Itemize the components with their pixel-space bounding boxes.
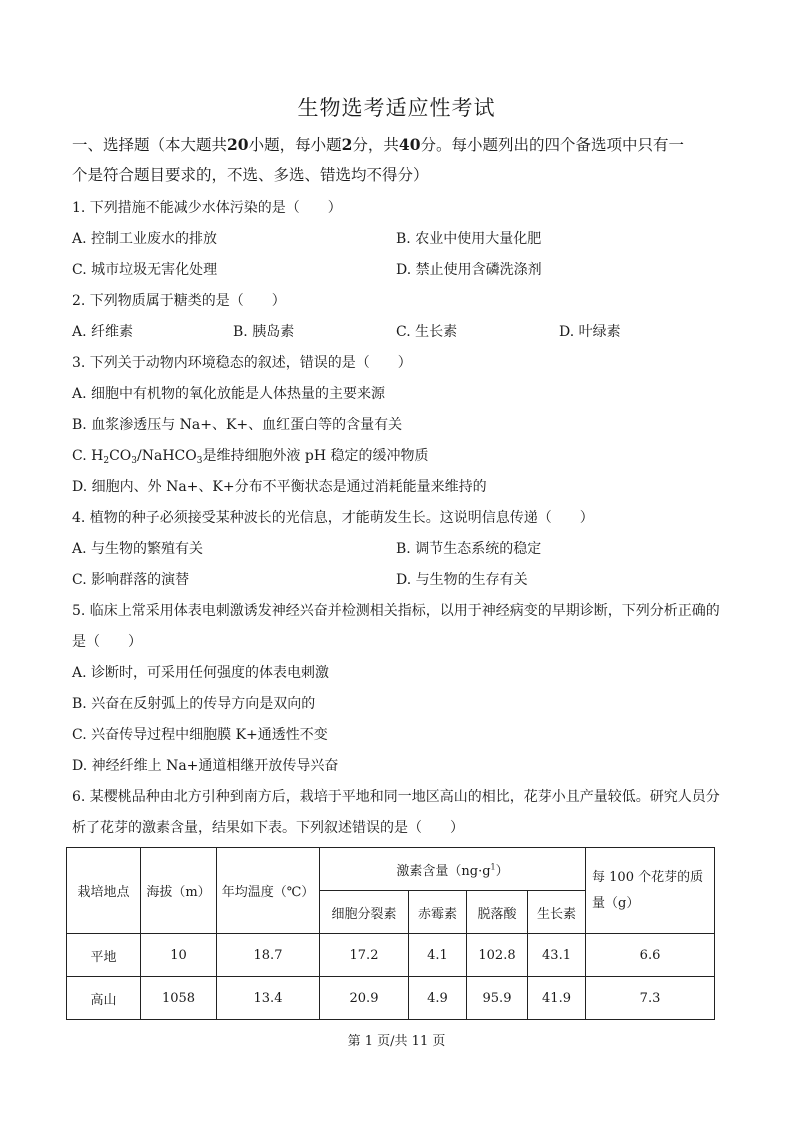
q2-option-c: C. 生长素	[396, 324, 458, 340]
q3-option-d: D. 细胞内、外 Na+、K+分布不平衡状态是通过消耗能量来维持的	[72, 479, 487, 495]
q2-option-d: D. 叶绿素	[559, 324, 621, 340]
question-6-stem-line2: 析了花芽的激素含量，结果如下表。下列叙述错误的是（ ）	[72, 820, 464, 836]
header-abscisic-acid: 脱落酸	[467, 891, 528, 934]
header-hormone-text: ）	[495, 863, 509, 879]
page-footer: 第 1 页/共 11 页	[347, 1034, 446, 1049]
header-mass-line1: 每 100 个花芽的质	[592, 869, 704, 885]
header-temperature: 年均温度（℃）	[217, 848, 320, 934]
q2-option-a: A. 纤维素	[72, 324, 134, 340]
q1-option-a: A. 控制工业废水的排放	[72, 231, 218, 247]
q3-option-c	[72, 446, 429, 471]
total-points: 40	[398, 135, 421, 154]
cell-site: 高山	[67, 977, 141, 1020]
cell-mass: 6.6	[586, 934, 715, 977]
section-text: 分。每小题列出的四个备选项中只有一	[420, 136, 685, 154]
header-hormone	[320, 848, 586, 891]
cell-gibberellin: 4.9	[409, 977, 467, 1020]
question-2-stem: 2. 下列物质属于糖类的是（ ）	[72, 293, 286, 309]
q1-option-d: D. 禁止使用含磷洗涤剂	[396, 262, 542, 278]
page-title: 生物选考适应性考试	[297, 96, 496, 120]
cell-auxin: 43.1	[528, 934, 586, 977]
section-text: 分，共	[352, 136, 399, 154]
cell-temperature: 18.7	[217, 934, 320, 977]
q4-option-c: C. 影响群落的演替	[72, 572, 190, 588]
cell-site: 平地	[67, 934, 141, 977]
q3-option-b: B. 血浆渗透压与 Na+、K+、血红蛋白等的含量有关	[72, 417, 403, 433]
q5-option-a: A. 诊断时，可采用任何强度的体表电刺激	[72, 665, 330, 681]
q2-option-b: B. 胰岛素	[233, 324, 295, 340]
hormone-table	[66, 847, 715, 1020]
q3-c-text: C. H	[72, 448, 104, 464]
q4-option-a: A. 与生物的繁殖有关	[72, 541, 204, 557]
cell-mass: 7.3	[586, 977, 715, 1020]
q4-option-d: D. 与生物的生存有关	[396, 572, 528, 588]
q3-c-text: 是维持细胞外液 pH 稳定的缓冲物质	[202, 448, 429, 464]
cell-gibberellin: 4.1	[409, 934, 467, 977]
cell-auxin: 41.9	[528, 977, 586, 1020]
table-row	[67, 977, 715, 1020]
q1-option-c: C. 城市垃圾无害化处理	[72, 262, 218, 278]
header-site: 栽培地点	[67, 848, 141, 934]
question-count: 20	[227, 135, 249, 154]
question-4-stem: 4. 植物的种子必须接受某种波长的光信息，才能萌发生长。这说明信息传递（ ）	[72, 510, 594, 526]
header-altitude: 海拔（m）	[141, 848, 217, 934]
cell-cytokinin: 20.9	[320, 977, 409, 1020]
question-5-stem-line1: 5. 临床上常采用体表电刺激诱发神经兴奋并检测相关指标，以用于神经病变的早期诊断，下列分析正确的	[72, 603, 720, 619]
header-mass	[586, 848, 715, 934]
q5-option-c: C. 兴奋传导过程中细胞膜 K+通透性不变	[72, 727, 328, 743]
q5-option-b: B. 兴奋在反射弧上的传导方向是双向的	[72, 696, 316, 712]
question-3-stem: 3. 下列关于动物内环境稳态的叙述，错误的是（ ）	[72, 355, 412, 371]
q1-option-b: B. 农业中使用大量化肥	[396, 231, 542, 247]
header-auxin: 生长素	[528, 891, 586, 934]
header-gibberellin: 赤霉素	[409, 891, 467, 934]
subscript: 3	[196, 456, 203, 466]
q3-option-a: A. 细胞中有机物的氧化放能是人体热量的主要来源	[72, 386, 386, 402]
question-1-stem: 1. 下列措施不能减少水体污染的是（ ）	[72, 200, 342, 216]
points-each: 2	[341, 135, 353, 154]
header-cytokinin: 细胞分裂素	[320, 891, 409, 934]
question-5-stem-line2: 是（ ）	[72, 634, 142, 650]
section-header-line1	[72, 135, 684, 155]
cell-abscisic-acid: 102.8	[467, 934, 528, 977]
question-6-stem-line1: 6. 某樱桃品种由北方引种到南方后，栽培于平地和同一地区高山的相比，花芽小且产量较低。研究人员分	[72, 789, 720, 805]
cell-altitude: 10	[141, 934, 217, 977]
table-row	[67, 934, 715, 977]
cell-cytokinin: 17.2	[320, 934, 409, 977]
section-header-line2: 个是符合题目要求的，不选、多选、错选均不得分）	[72, 166, 429, 184]
cell-abscisic-acid: 95.9	[467, 977, 528, 1020]
header-hormone-text: 激素含量（ng·g	[396, 863, 491, 879]
subscript: 3	[131, 456, 137, 466]
cell-altitude: 1058	[141, 977, 217, 1020]
q3-c-text: CO	[109, 448, 132, 464]
header-mass-line2: 量（g）	[592, 895, 640, 911]
q4-option-b: B. 调节生态系统的稳定	[396, 541, 542, 557]
cell-temperature: 13.4	[217, 977, 320, 1020]
subscript: 2	[103, 456, 110, 466]
q3-c-text: /NaHCO	[137, 448, 197, 464]
section-text: 一、选择题（本大题共	[72, 136, 228, 154]
q5-option-d: D. 神经纤维上 Na+通道相继开放传导兴奋	[72, 758, 339, 774]
superscript: 1	[490, 862, 496, 872]
section-text: 小题，每小题	[248, 136, 342, 154]
